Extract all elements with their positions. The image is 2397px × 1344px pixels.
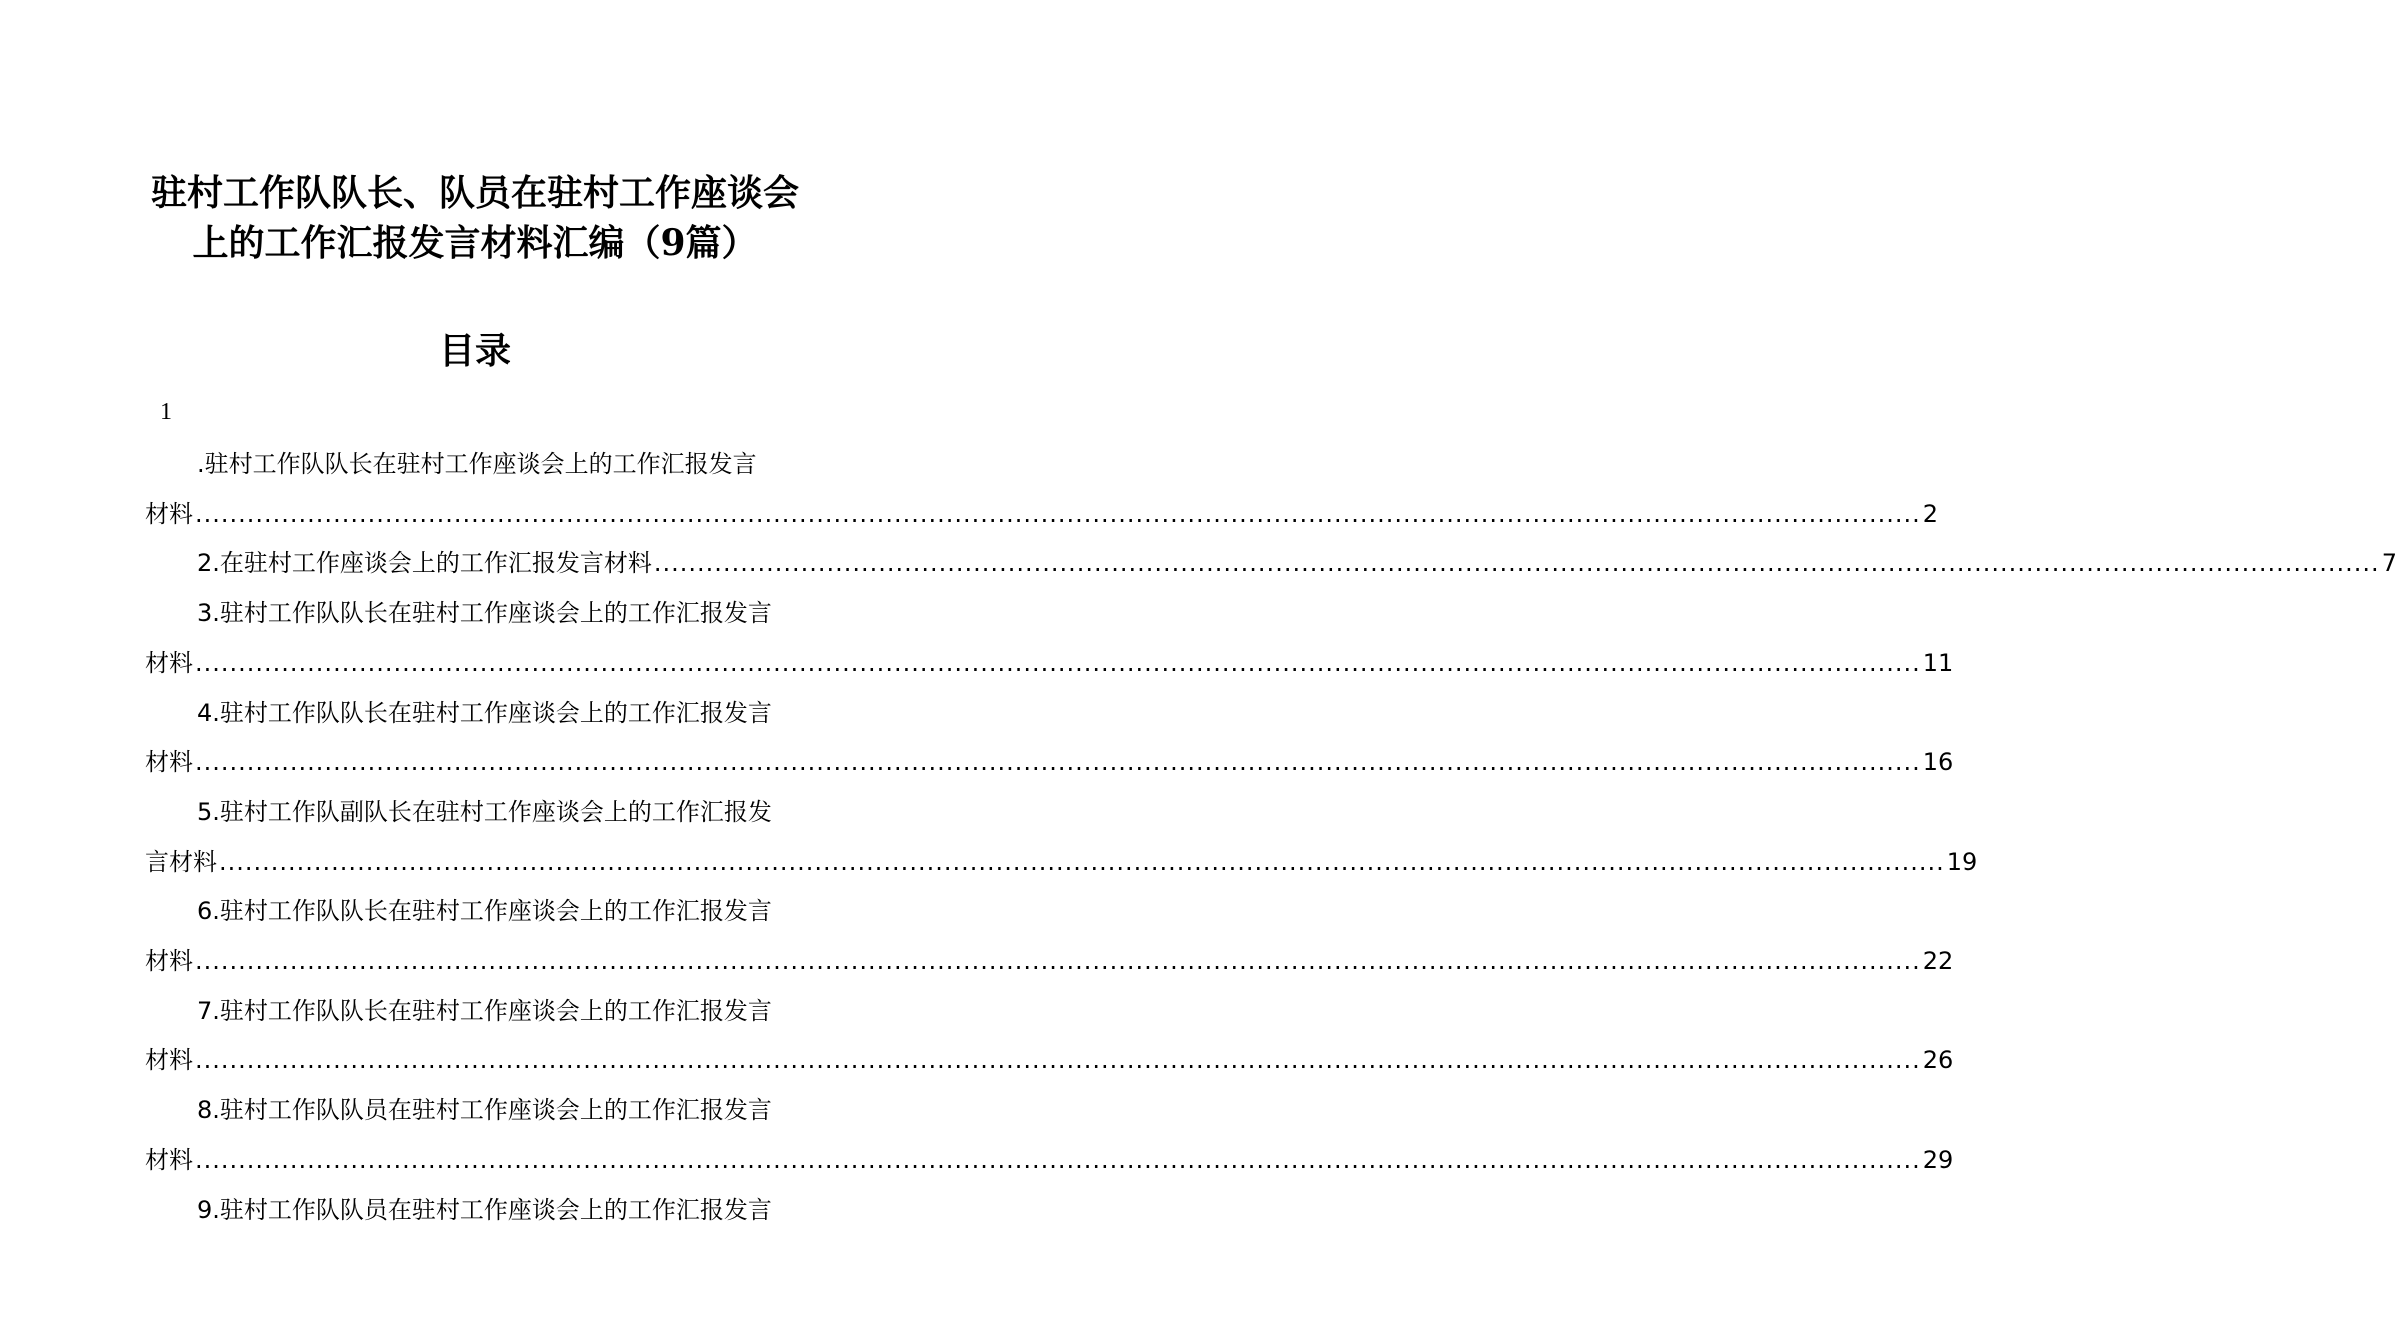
toc-leader-dots: ........................................................................................................................................................................................................ — [195, 1046, 1921, 1075]
toc-page-number: 16 — [1922, 748, 1954, 777]
toc-entry[interactable] — [145, 589, 1954, 688]
toc-entry-continuation-line — [145, 838, 1978, 888]
toc-leader-dots: ........................................................................................................................................................................................................ — [195, 648, 1921, 677]
toc-entry-title-continued: 言材料 — [145, 847, 217, 876]
toc-leader-dots: ........................................................................................................................................................................................................ — [653, 549, 2380, 578]
toc-entry-title: 4.驻村工作队队长在驻村工作座谈会上的工作汇报发言 — [197, 698, 772, 727]
toc-entry-title: 6.驻村工作队队长在驻村工作座谈会上的工作汇报发言 — [197, 897, 772, 926]
toc-entry-title: 2.在驻村工作座谈会上的工作汇报发言材料 — [197, 549, 652, 578]
toc-entry[interactable] — [145, 440, 1939, 539]
toc-entry-continuation-line — [145, 937, 1954, 987]
toc-page-number: 7 — [2381, 549, 2397, 578]
toc-page-number: 26 — [1922, 1046, 1954, 1075]
toc-entry[interactable] — [145, 1186, 805, 1236]
toc-entry-continuation-line — [145, 1036, 1954, 1086]
toc-entry[interactable] — [145, 1086, 1954, 1185]
toc-entry[interactable] — [145, 689, 1954, 788]
toc-leader-dots: ........................................................................................................................................................................................................ — [195, 748, 1921, 777]
toc-leader-dots: ........................................................................................................................................................................................................ — [219, 847, 1945, 876]
toc-page-number: 19 — [1946, 847, 1978, 876]
toc-entry-title: 8.驻村工作队队员在驻村工作座谈会上的工作汇报发言 — [197, 1096, 772, 1125]
toc-entry-continuation-line — [145, 1136, 1954, 1186]
toc-leader-dots: ........................................................................................................................................................................................................ — [195, 1145, 1921, 1174]
toc-entry-continuation-line — [145, 639, 1954, 689]
toc-heading: 目录 — [438, 330, 511, 372]
document-title-line-2: 上的工作汇报发言材料汇编（9篇） — [192, 222, 758, 264]
toc-page-number: 11 — [1922, 648, 1954, 677]
toc-entry-continuation-line — [145, 490, 1939, 540]
toc-leader-dots: ........................................................................................................................................................................................................ — [195, 499, 1921, 528]
toc-entry-title: 7.驻村工作队队长在驻村工作座谈会上的工作汇报发言 — [197, 996, 772, 1025]
toc-page-number: 2 — [1922, 499, 1939, 528]
toc-leader-dots: ........................................................................................................................................................................................................ — [195, 947, 1921, 976]
toc-entry-title-continued: 材料 — [145, 1046, 193, 1075]
toc-entry[interactable] — [145, 788, 1978, 887]
toc-entry-title-continued: 材料 — [145, 947, 193, 976]
toc-entry-title: 3.驻村工作队队长在驻村工作座谈会上的工作汇报发言 — [197, 599, 772, 628]
document-title — [145, 0, 805, 268]
toc-page-number: 29 — [1922, 1145, 1954, 1174]
stray-number: 1 — [160, 399, 172, 425]
toc-entry-title: .驻村工作队队长在驻村工作座谈会上的工作汇报发言 — [197, 450, 757, 478]
toc-entry-title-continued: 材料 — [145, 499, 193, 528]
toc-entry-single-line — [145, 539, 2397, 589]
toc-entry[interactable] — [145, 887, 1954, 986]
toc-entry-title-continued: 材料 — [145, 1145, 193, 1174]
toc-entry[interactable] — [145, 987, 1954, 1086]
toc-entry-continuation-line — [145, 738, 1954, 788]
toc-entry-title: 5.驻村工作队副队长在驻村工作座谈会上的工作汇报发 — [197, 797, 772, 826]
toc-page-number: 22 — [1922, 947, 1954, 976]
toc-entry-title-continued: 材料 — [145, 648, 193, 677]
table-of-contents — [145, 440, 2397, 1235]
toc-entry-title: 9.驻村工作队队员在驻村工作座谈会上的工作汇报发言 — [197, 1195, 772, 1224]
toc-entry[interactable] — [145, 539, 2397, 589]
document-title-line-1: 驻村工作队队长、队员在驻村工作座谈会 — [150, 172, 799, 214]
toc-entry-title-continued: 材料 — [145, 748, 193, 777]
